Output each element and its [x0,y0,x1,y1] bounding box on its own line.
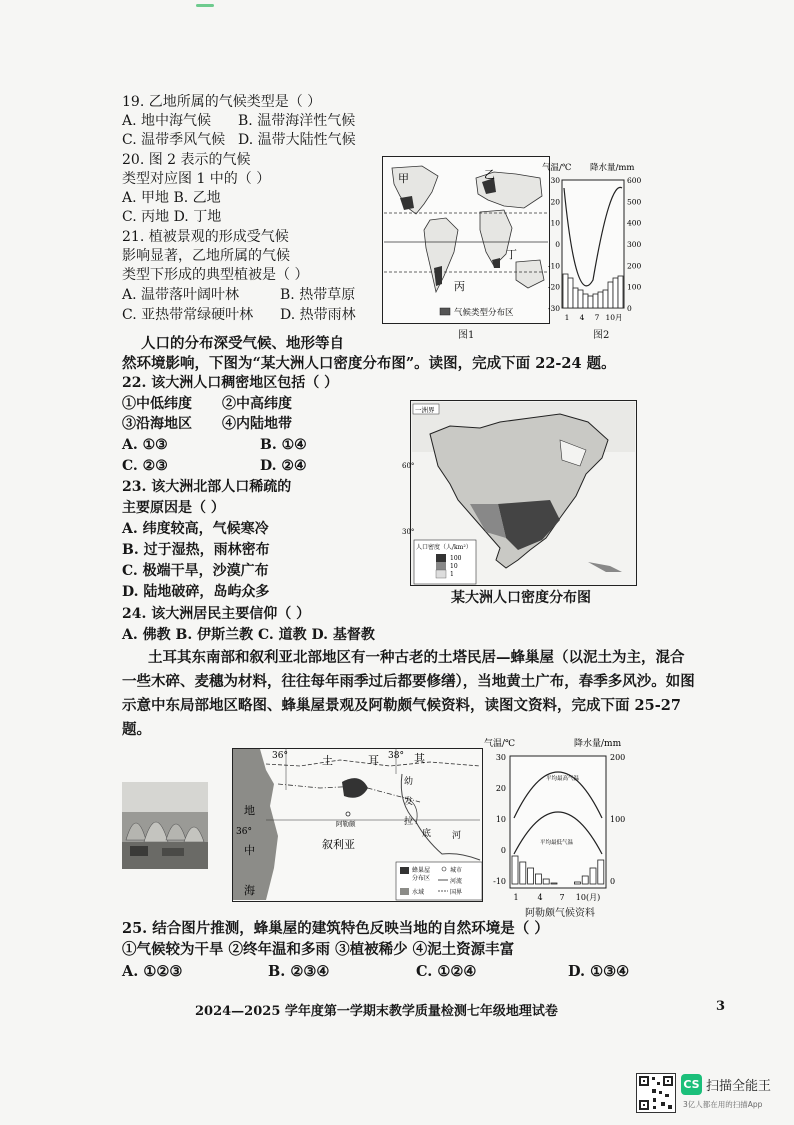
q25-conditions: ①气候较为干旱 ②终年温和多雨 ③植被稀少 ④泥土资源丰富 [122,941,515,958]
q24-options: A. 佛教 B. 伊斯兰教 C. 道教 D. 基督教 [122,627,375,643]
middle-east-map [230,744,485,904]
fig2-precip-bar [593,294,598,308]
fig2-precip-tick: 400 [627,218,642,228]
q23-option-a: A. 纬度较高，气候寒冷 [122,521,269,537]
aleppo-temp-tick: -10 [493,877,506,886]
q25-option-a: A. ①②③ [122,963,183,980]
aleppo-precip-bar [590,868,596,884]
fig2-temp-tick: -20 [547,282,560,292]
river-label-fa: 发 [404,797,414,807]
q23-option-b: B. 过于湿热，雨林密布 [122,542,270,558]
aleppo-temp-header: 气温/℃ [484,739,516,749]
label-ding: 丁 [506,248,517,261]
q22-option-c: C. ②③ [122,458,168,474]
aleppo-precip-bar [520,862,526,884]
aleppo-precip-bar [512,856,518,884]
aleppo-precip-bar [574,882,580,884]
fig2-precip-tick: 200 [627,261,642,271]
pop-map-caption: 某大洲人口密度分布图 [451,590,591,606]
q20-line2: 类型对应图 1 中的（ ） [122,171,271,187]
fig2-month-tick: 4 [579,313,585,322]
fig2-temp-header: 气温/℃ [542,163,572,173]
fig2-temp-tick: 30 [550,176,560,185]
q21-option-c: C. 亚热带常绿硬叶林 [122,307,254,323]
fig2-precip-bar [583,294,588,308]
aleppo-precip-bar [551,883,557,884]
q19-option-d: D. 温带大陆性气候 [238,132,356,148]
fig2-precip-tick: 300 [627,240,642,249]
fig2-month-axis [565,313,623,322]
lat-30-label: 30° [402,528,415,536]
q25-option-b: B. ②③④ [268,963,330,980]
aleppo-month-tick: 4 [537,893,543,902]
region-tu: 土 [322,754,333,767]
q23-line1: 23. 该大洲北部人口稀疏的 [122,479,292,495]
river-label-he: 河 [452,831,462,841]
page-number: 3 [716,999,726,1014]
fig2-precip-header: 降水量/mm [590,163,635,173]
legend-swatch-1 [436,570,446,578]
q19-option-c: C. 温带季风气候 [122,132,226,148]
legend-swatch [440,308,450,315]
fig2-month-tick: 7 [594,313,600,322]
q21-option-d: D. 热带雨林 [280,307,356,323]
river-label-di: 底 [422,829,432,839]
aleppo-precip-bar [528,868,534,884]
fig2-precip-tick: 100 [627,282,642,292]
q21-line1: 21. 植被景观的形成受气候 [122,229,289,245]
fig2-precip-bar [598,292,603,308]
q25-option-d: D. ①③④ [568,963,630,980]
legend-100: 100 [450,555,462,562]
q22-cond2: ②中高纬度 [222,396,292,412]
sea-di: 地 [244,804,255,817]
q22-cond1: ①中低纬度 [122,396,192,412]
legend-swatch-100 [436,554,446,562]
fig2-precip-bar [613,278,618,308]
lon-38-label: 38° [388,751,404,761]
q19-option-a: A. 地中海气候 [122,113,212,129]
figure1-world-map [382,156,550,324]
aleppo-precip-tick: 100 [610,815,626,824]
aleppo-climate-chart [484,734,634,908]
fig2-temp-tick: -30 [547,304,560,313]
q22-option-d: D. ②④ [260,458,307,474]
fig1-caption: 图1 [458,330,475,341]
label-bing: 丙 [454,280,465,293]
camscanner-logo-icon: CS [681,1074,702,1095]
q20-line1: 20. 图 2 表示的气候 [122,152,251,168]
q20-options-ab: A. 甲地 B. 乙地 [122,190,221,206]
legend-house-swatch [400,867,409,874]
aleppo-precip-bar [543,879,549,884]
lon-36-label: 36° [272,751,288,761]
fig2-precip-bar [568,278,573,308]
beehive-house-photo [122,782,208,869]
q21-option-b: B. 热带草原 [280,287,356,303]
q21-line2: 影响显著，乙地所属的气候 [122,248,290,264]
q25-option-c: C. ①②④ [416,963,477,980]
q25-stem: 25. 结合图片推测，蜂巢屋的建筑特色反映当地的自然环境是（ ） [122,920,549,937]
exam-footer-title: 2024—2025 学年度第一学期末教学质量检测七年级地理试卷 [195,1004,558,1019]
fig2-temp-tick: 20 [550,197,560,207]
lat-60-label: 60° [402,462,415,470]
legend-water: 水域 [412,889,425,896]
q23-option-d: D. 陆地破碎，岛屿众多 [122,584,270,600]
q22-cond4: ④内陆地带 [222,416,292,432]
legend-border: 国界 [450,889,463,896]
fig2-precip-bar [603,290,608,308]
fig2-precip-bar [618,276,623,308]
aleppo-temp-axis [493,753,506,886]
legend-swatch-10 [436,562,446,570]
q20-options-cd: C. 丙地 D. 丁地 [122,209,222,225]
aleppo-month-tick: 7 [559,893,565,902]
aleppo-min-label: 平均最低气温 [540,840,574,846]
region-er: 耳 [368,754,379,767]
lat-36-label: 36° [236,827,252,837]
legend-house: 蜂巢屋 [412,867,431,874]
legend-1: 1 [450,571,454,578]
q22-stem: 22. 该大洲人口稠密地区包括（ ） [122,375,339,391]
scanner-app-name: 扫描全能王 [706,1079,772,1094]
q22-option-a: A. ①③ [122,437,168,453]
legend-10: 10 [450,563,458,570]
figure2-climate-chart [540,160,646,328]
region-qi: 其 [414,752,425,765]
population-density-map [402,400,637,586]
q23-option-c: C. 极端干旱，沙漠广布 [122,563,269,579]
legend-house2: 分布区 [412,875,431,882]
aleppo-max-label: 平均最高气温 [546,776,580,782]
qr-code [636,1073,676,1113]
legend-river: 河流 [450,878,463,885]
aleppo-month-tick: 1 [513,893,519,902]
aleppo-caption: 阿勒颇气候资料 [525,908,595,919]
aleppo-temp-tick: 0 [500,846,506,855]
fig2-temp-tick: 10 [550,218,560,228]
aleppo-precip-tick: 200 [610,753,626,762]
aleppo-precip-header: 降水量/mm [574,739,622,749]
aleppo-precip-bar [598,860,604,884]
intro-25-27: 土耳其东南部和叙利亚北部地区有一种古老的土塔民居—蜂巢屋（以泥土为主，混合一些木碎、麦穗为材料，往往每年雨季过后都要修缮），当地黄土广布，春季多风沙。如图示意中东局部地区略图、蜂巢屋景观及阿勒颇气候资料，读图文资料，完成下面 25-27 题。 [122,649,695,738]
density-legend-title: 人口密度（人/km²） [416,544,472,551]
label-jia: 甲 [398,172,409,185]
aleppo-dot [346,812,350,816]
fig2-month-tick: 10月 [605,313,623,322]
scanner-tagline: 3亿人都在用的扫描App [683,1100,763,1109]
fig2-precip-tick: 600 [627,176,642,185]
sea-zhong: 中 [244,844,255,857]
q21-line3: 类型下形成的典型植被是（ ） [122,267,309,283]
fig2-precip-bar [608,282,613,308]
fig2-precip-bar [573,288,578,308]
fig2-caption: 图2 [593,330,610,341]
legend-city: 城市 [450,867,463,874]
fig1-legend: 气候类型分布区 [454,308,514,318]
aleppo-month-axis [513,893,600,902]
aleppo-temp-tick: 30 [495,753,506,762]
fig2-temp-tick: 0 [555,240,560,249]
sea-hai: 海 [244,884,255,897]
fig2-precip-bar [588,296,593,308]
fig2-precip-bar [578,290,583,308]
top-mark [196,4,214,7]
q21-option-a: A. 温带落叶阔叶林 [122,287,240,303]
q24-stem: 24. 该大洲居民主要信仰（ ） [122,606,311,622]
q19-stem: 19. 乙地所属的气候类型是（ ） [122,94,322,110]
q19-option-b: B. 温带海洋性气候 [238,113,356,129]
fig2-temp-axis [548,176,560,313]
q22-cond3: ③沿海地区 [122,416,192,432]
river-label-you: 幼 [404,777,414,787]
river-label-la: 拉 [404,817,414,827]
aleppo-month-tick: 10(月) [575,893,601,902]
aleppo-precip-tick: 0 [610,877,616,886]
aleppo-precip-bar [535,874,541,884]
fig2-precip-tick: 0 [627,304,632,313]
fig2-precip-tick: 500 [627,197,642,207]
city-aleppo-label: 阿勒颇 [336,820,356,828]
aleppo-precip-axis [610,753,625,886]
aleppo-temp-tick: 10 [495,815,506,824]
fig2-precip-axis [627,176,642,313]
intro-22-24-line1: 人口的分布深受气候、地形等自 [141,335,344,352]
fig2-month-tick: 1 [564,313,570,322]
map-corner-label: 一洲界 [415,406,435,414]
q22-option-b: B. ①④ [260,437,307,453]
aleppo-precip-bar [582,876,588,884]
q23-line2: 主要原因是（ ） [122,500,225,516]
country-syria-label: 叙利亚 [322,838,355,851]
fig2-temp-tick: -10 [547,261,560,271]
aleppo-temp-tick: 20 [495,784,506,793]
label-yi: 乙 [484,168,495,181]
fig2-precip-bar [563,274,568,308]
intro-22-24-line2: 然环境影响，下图为“某大洲人口密度分布图”。读图，完成下面 22-24 题。 [122,355,616,372]
